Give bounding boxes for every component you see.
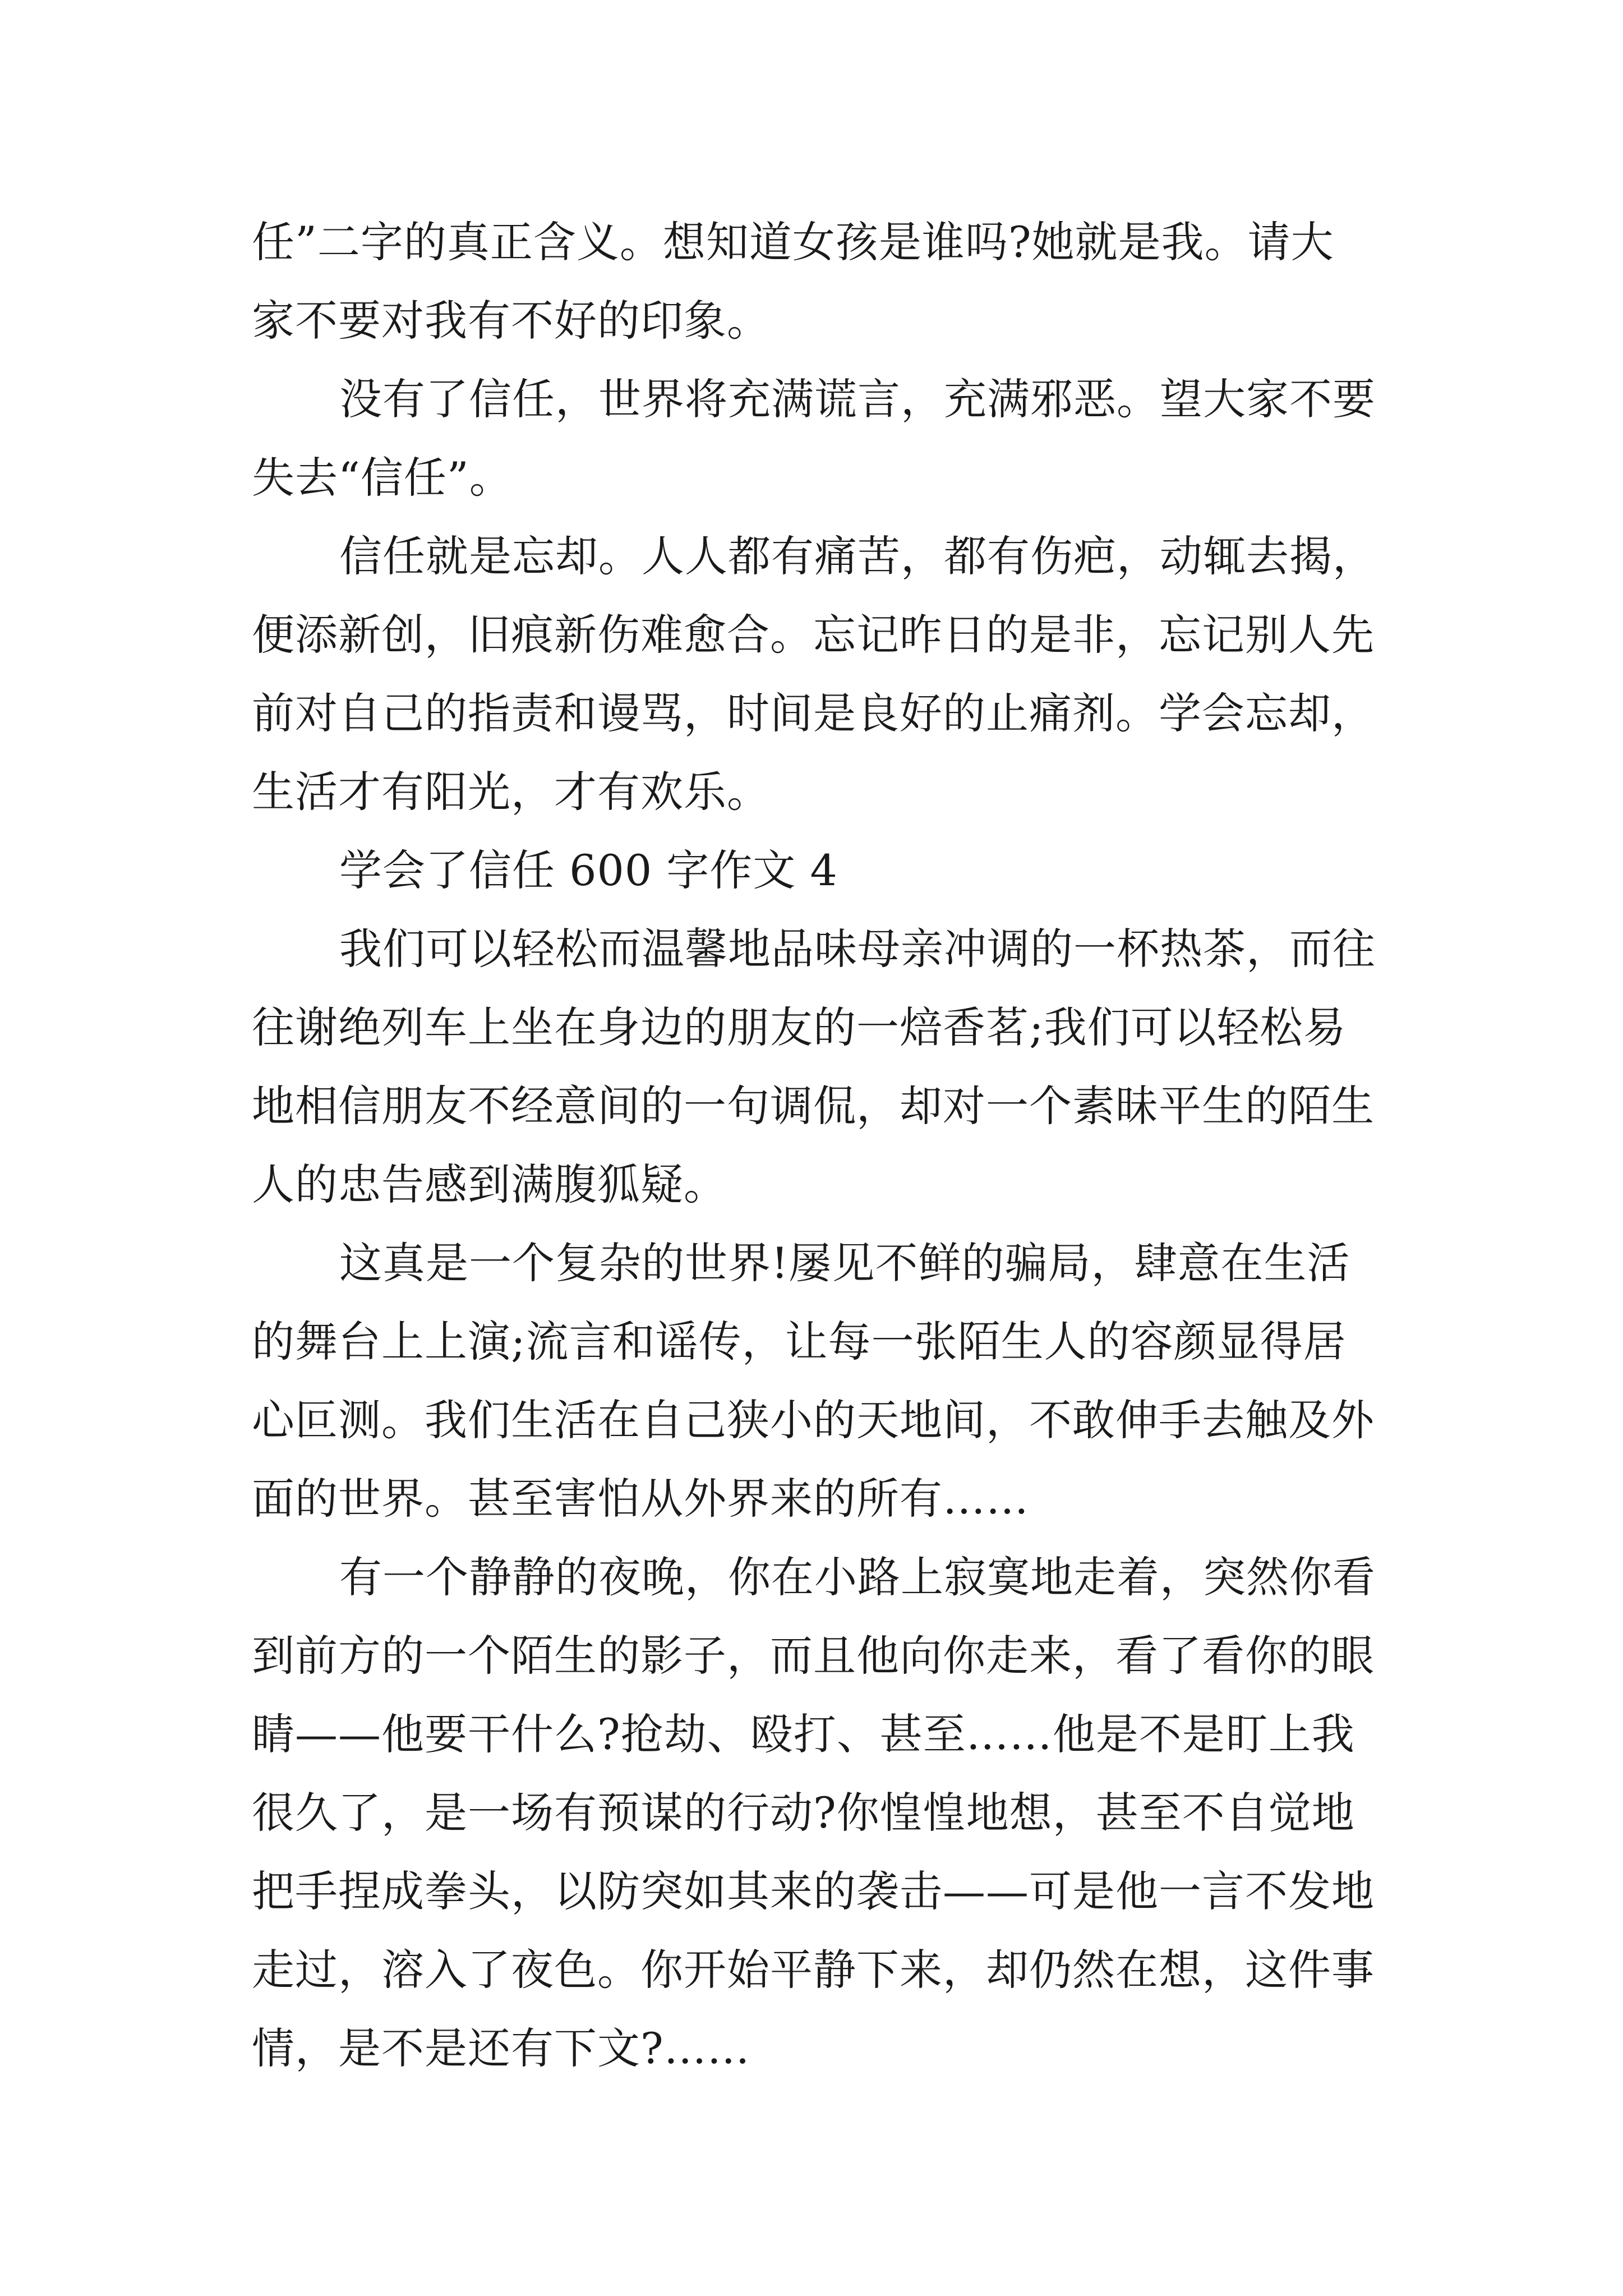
text-line: 面的世界。甚至害怕从外界来的所有……	[252, 1474, 1029, 1524]
text-line: 地相信朋友不经意间的一句调侃，却对一个素昧平生的陌生	[252, 1081, 1375, 1131]
text-line: 的舞台上上演;流言和谣传，让每一张陌生人的容颜显得居	[252, 1317, 1347, 1366]
text-line: 有一个静静的夜晚，你在小路上寂寞地走着，突然你看	[339, 1552, 1376, 1602]
text-line: 我们可以轻松而温馨地品味母亲冲调的一杯热茶，而往	[339, 924, 1376, 974]
text-line: 到前方的一个陌生的影子，而且他向你走来，看了看你的眼	[252, 1631, 1375, 1681]
text-line: 没有了信任，世界将充满谎言，充满邪恶。望大家不要	[339, 374, 1376, 424]
text-line: 心叵测。我们生活在自己狭小的天地间，不敢伸手去触及外	[252, 1395, 1375, 1445]
text-line: 走过，溶入了夜色。你开始平静下来，却仍然在想，这件事	[252, 1945, 1375, 1995]
text-line: 生活才有阳光，才有欢乐。	[252, 767, 770, 817]
text-line: 任”二字的真正含义。想知道女孩是谁吗?她就是我。请大	[252, 217, 1334, 267]
text-line: 睛——他要干什么?抢劫、殴打、甚至……他是不是盯上我	[252, 1709, 1355, 1759]
text-line: 便添新创，旧痕新伤难愈合。忘记昨日的是非，忘记别人先	[252, 610, 1375, 660]
body-text	[252, 203, 1407, 2088]
text-line: 失去“信任”。	[252, 453, 513, 503]
section-heading: 学会了信任 600 字作文 4	[339, 845, 838, 895]
text-line: 这真是一个复杂的世界!屡见不鲜的骗局，肆意在生活	[339, 1238, 1350, 1288]
text-line: 家不要对我有不好的印象。	[252, 296, 770, 346]
text-line: 前对自己的指责和谩骂，时间是良好的止痛剂。学会忘却，	[252, 688, 1375, 738]
text-line: 信任就是忘却。人人都有痛苦，都有伤疤，动辄去揭，	[339, 531, 1376, 581]
text-line: 很久了，是一场有预谋的行动?你惶惶地想，甚至不自觉地	[252, 1788, 1355, 1838]
text-line: 往谢绝列车上坐在身边的朋友的一焙香茗;我们可以轻松易	[252, 1002, 1347, 1052]
text-line: 把手捏成拳头，以防突如其来的袭击——可是他一言不发地	[252, 1866, 1375, 1916]
text-line: 人的忠告感到满腹狐疑。	[252, 1159, 727, 1209]
text-line: 情，是不是还有下文?……	[252, 2023, 750, 2073]
